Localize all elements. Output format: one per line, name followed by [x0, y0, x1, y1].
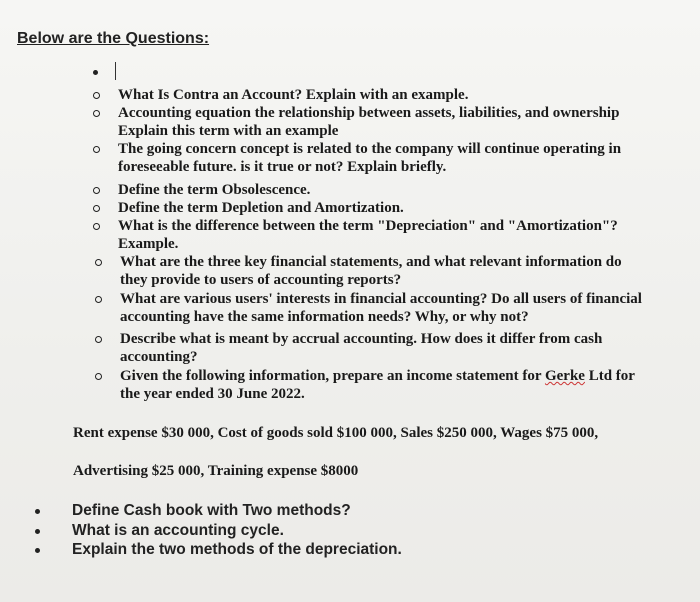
question-line: accounting?	[120, 349, 198, 365]
circle-bullet-icon	[95, 259, 102, 266]
question-line: The going concern concept is related to the company will continue operating in	[118, 141, 622, 157]
question-line: the year ended 30 June 2022.	[120, 386, 305, 402]
question-line: accounting have the same information needs? Why, or why not?	[120, 309, 529, 325]
question-line: Define the term Obsolescence.	[118, 182, 311, 198]
question-line: Describe what is meant by accrual accounting. How does it differ from cash	[120, 331, 603, 347]
bullet-icon	[93, 70, 98, 75]
circle-bullet-icon	[95, 373, 102, 380]
question-item	[118, 104, 619, 140]
question-item	[118, 217, 618, 253]
question-line: foreseeable future. is it true or not? Explain briefly.	[118, 159, 447, 175]
question-line: What Is Contra an Account? Explain with an example.	[118, 87, 469, 103]
question-item	[120, 367, 635, 403]
question-line: Explain this term with an example	[118, 123, 339, 139]
circle-bullet-icon	[93, 205, 100, 212]
extra-question-text: Explain the two methods of the depreciation.	[72, 541, 402, 558]
extra-question-2	[72, 522, 284, 540]
bullet-icon	[35, 509, 40, 514]
question-line: What are the three key financial statements, and what relevant information do	[120, 254, 622, 270]
question-line: Example.	[118, 236, 179, 252]
question-line: Accounting equation the relationship between assets, liabilities, and ownership	[118, 105, 620, 121]
page-heading: Below are the Questions:	[17, 30, 210, 47]
circle-bullet-icon	[93, 223, 100, 230]
company-suffix: Ltd for	[584, 368, 635, 384]
question-item	[118, 140, 621, 176]
question-item	[120, 330, 602, 366]
circle-bullet-icon	[93, 92, 100, 99]
bullet-icon	[35, 529, 40, 534]
circle-bullet-icon	[93, 110, 100, 117]
extra-question-text: What is an accounting cycle.	[72, 522, 284, 539]
question-item	[120, 253, 622, 289]
extra-question-3	[72, 541, 402, 559]
info-line-1: Rent expense $30 000, Cost of goods sold $100 000, Sales $250 000, Wages $75 000,	[73, 425, 599, 441]
extra-question-1	[72, 502, 351, 520]
question-item	[118, 86, 468, 104]
question-item	[120, 290, 642, 326]
bullet-icon	[35, 548, 40, 553]
question-line: Given the following information, prepare an income statement for Gerke Ltd for	[120, 368, 635, 384]
question-item	[118, 181, 310, 199]
circle-bullet-icon	[95, 336, 102, 343]
circle-bullet-icon	[93, 146, 100, 153]
question-line: What are various users' interests in financial accounting? Do all users of financial	[120, 291, 642, 307]
info-line-2: Advertising $25 000, Training expense $8000	[73, 463, 359, 479]
question-line: they provide to users of accounting reports?	[120, 272, 402, 288]
extra-question-text: Define Cash book with Two methods?	[72, 502, 351, 519]
question-line: Define the term Depletion and Amortization.	[118, 200, 404, 216]
circle-bullet-icon	[95, 296, 102, 303]
question-line: What is the difference between the term "Depreciation" and "Amortization"?	[118, 218, 618, 234]
text-cursor	[115, 62, 116, 80]
company-name: Gerke	[544, 368, 585, 384]
circle-bullet-icon	[93, 187, 100, 194]
question-item	[118, 199, 404, 217]
